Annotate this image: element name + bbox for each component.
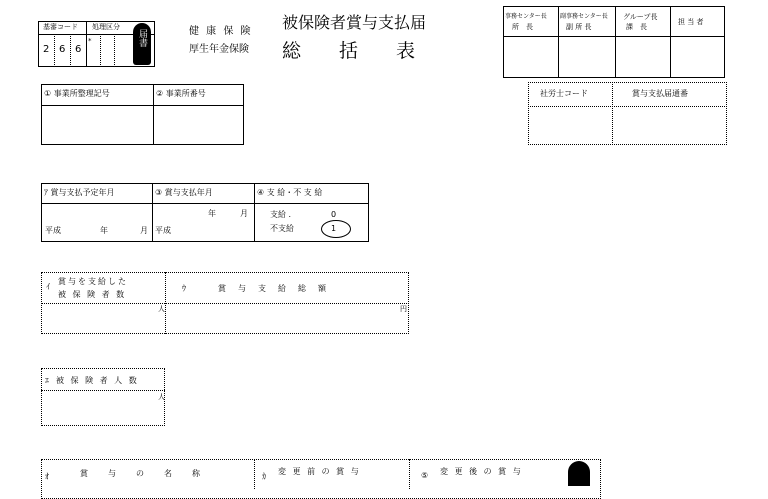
- insured-paid-label-2: 被 保 険 者 数: [58, 290, 127, 299]
- month-label: 月: [240, 209, 248, 218]
- small-mark: *: [88, 37, 92, 45]
- agent-code-label: 社労士コード: [540, 89, 588, 98]
- insured-count-label: 被 保 険 者 人 数: [56, 376, 139, 385]
- unit-yen: 円: [400, 305, 407, 313]
- form-title-line-1: 被保険者賞与支払届: [282, 13, 427, 32]
- paid-label: 支給 .: [270, 210, 292, 219]
- before-change-label: 変 更 前 の 賞 与: [278, 467, 361, 476]
- unit-people: 人: [158, 393, 165, 401]
- marker-e: ｴ: [45, 376, 49, 385]
- approval-divider: [670, 6, 671, 78]
- bonus-name-box: [41, 459, 601, 499]
- year-label: 年: [208, 209, 216, 218]
- after-change-label: 変 更 後 の 賞 与: [440, 467, 523, 476]
- approval-header: グループ長: [623, 13, 658, 21]
- bonus-name-divider: [254, 459, 255, 489]
- marker-5: ⑤: [421, 471, 429, 480]
- office-code-input[interactable]: [42, 106, 152, 144]
- digit-divider: [100, 34, 101, 67]
- office-label-2: ② 事業所番号: [156, 89, 206, 98]
- schedule-divider: [152, 183, 153, 242]
- agent-code-input[interactable]: [529, 107, 611, 144]
- office-label-1: ① 事業所整理記号: [44, 89, 110, 98]
- digit-divider: [114, 34, 115, 67]
- era-label: 平成: [45, 226, 61, 235]
- year-label: 年: [100, 226, 108, 235]
- black-arch-badge: [568, 461, 590, 486]
- insurance-line-2: 厚生年金保険: [189, 44, 249, 55]
- approval-header: 担 当 者: [678, 18, 704, 26]
- bonus-name-divider: [409, 459, 410, 489]
- marker-i: ｲ: [46, 282, 50, 291]
- schedule-divider: [254, 183, 255, 242]
- schedule-divider: [41, 203, 369, 204]
- fee-code-digit: 2: [43, 44, 50, 55]
- fee-code-digit: 6: [75, 44, 82, 55]
- marker-u: ｳ: [182, 284, 186, 293]
- approval-header: 事務センター長: [505, 13, 547, 20]
- serial-number-input[interactable]: [613, 107, 726, 144]
- era-label: 平成: [155, 226, 171, 235]
- fee-code-digit: 6: [59, 44, 66, 55]
- office-number-input[interactable]: [154, 106, 243, 144]
- month-label: 月: [140, 226, 148, 235]
- payment-month-label: ③ 賞与支払年月: [155, 188, 213, 197]
- digit-divider: [70, 34, 71, 67]
- serial-number-label: 賞与支払届通番: [632, 89, 688, 98]
- insured-paid-input[interactable]: [42, 304, 164, 333]
- form-title-line-2: 総 括 表: [282, 40, 416, 62]
- approval-divider: [503, 36, 725, 37]
- total-amount-label: 賞 与 支 給 総 額: [218, 284, 328, 293]
- marker-o: ｵ: [45, 472, 49, 481]
- total-amount-input[interactable]: [166, 304, 408, 333]
- approval-header: 所 長: [512, 23, 533, 31]
- digit-divider: [54, 34, 55, 67]
- approval-divider: [615, 6, 616, 78]
- bonus-name-label: 賞 与 の 名 称: [80, 469, 206, 478]
- paid-value: 0: [331, 210, 337, 219]
- approval-divider: [558, 6, 559, 78]
- fee-code-label: 基審コード: [43, 23, 78, 31]
- form-type-text: 届書: [137, 29, 147, 47]
- unpaid-value: 1: [331, 224, 337, 233]
- insured-count-input[interactable]: [42, 391, 164, 425]
- unpaid-label: 不支給: [270, 224, 294, 233]
- approval-header: 副事務センター長: [560, 13, 608, 20]
- jurisdiction-label: 処理区分: [92, 23, 120, 31]
- unit-people: 人: [158, 305, 165, 313]
- payment-status-label: ④ 支 給・不 支 給: [257, 188, 323, 197]
- approval-header: 副 所 長: [566, 23, 592, 31]
- fee-code-split: [86, 21, 87, 67]
- insurance-line-1: 健 康 保 険: [189, 26, 253, 37]
- planned-month-label: ｱ 賞与支払予定年月: [44, 188, 115, 197]
- marker-ka: ｶ: [262, 472, 266, 481]
- insured-paid-label-1: 賞与を支給した: [58, 277, 128, 286]
- approval-header: 課 長: [626, 23, 647, 31]
